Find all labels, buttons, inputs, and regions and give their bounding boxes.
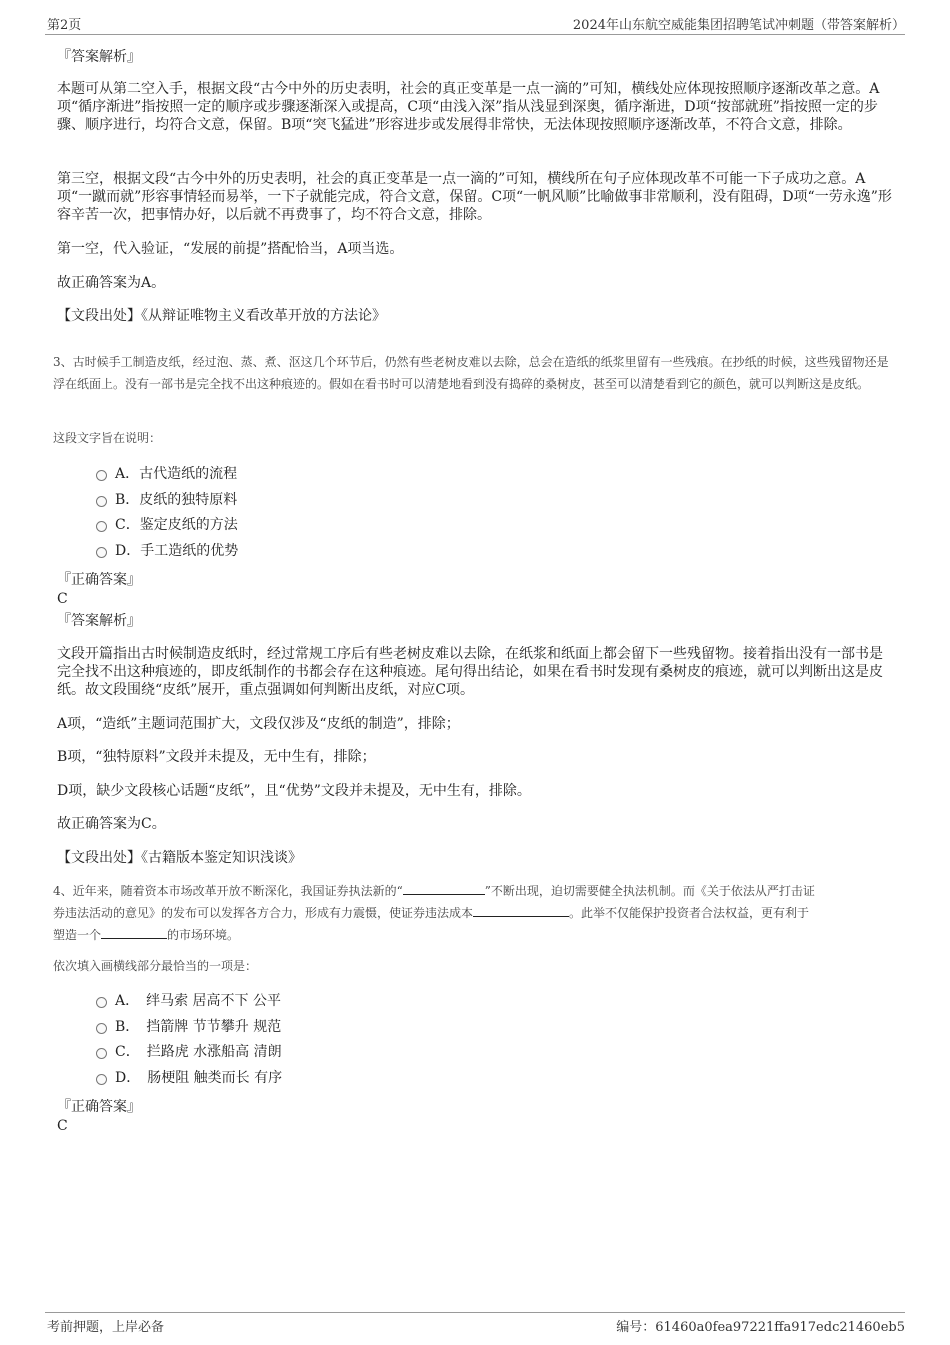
q3-analysis-para5: 故正确答案为C。 [57,816,166,832]
q3-source: 【文段出处】《古籍版本鉴定知识浅谈》 [57,850,302,866]
q3-answer: C [57,591,68,607]
radio-icon[interactable] [96,997,107,1008]
q3-option-a-label: A．古代造纸的流程 [115,466,238,482]
radio-icon[interactable] [96,1023,107,1034]
document-title: 2024年山东航空威能集团招聘笔试冲刺题（带答案解析） [572,18,905,33]
radio-icon[interactable] [96,521,107,532]
q3-option-c[interactable] [96,515,238,535]
page-number: 第2页 [47,18,82,33]
q4-answer-heading: 『正确答案』 [57,1099,141,1115]
prev-analysis-para3: 第一空，代入验证，“发展的前提”搭配恰当，A项当选。 [57,241,404,257]
q3-stem: 3、古时候手工制造皮纸，经过泡、蒸、煮、沤这几个环节后，仍然有些老树皮难以去除，总会在造纸的纸浆里留有一些残痕。在抄纸的时候，这些残留物还是浮在纸面上。没有一部书是完全找不出这种痕迹的。假如在看书时可以清楚地看到没有捣碎的桑树皮，甚至可以清楚看到它的颜色，就可以判断这是皮纸。 [53,355,889,391]
q3-option-d-label: D．手工造纸的优势 [115,543,239,559]
radio-icon[interactable] [96,547,107,558]
q3-analysis-para1: 文段开篇指出古时候制造皮纸时，经过常规工序后有些老树皮难以去除，在纸浆和纸面上都会留下一些残留物。接着指出没有一部书是完全找不出这种痕迹的，即皮纸制作的书都会存在这种痕迹。尾句得出结论，如果在看书时发现有桑树皮的痕迹，就可以判断出这是皮纸。故文段围绕“皮纸”展开，重点强调如何判断出皮纸，对应C项。 [57,646,883,698]
q3-analysis-para4: D项，缺少文段核心话题“皮纸”，且“优势”文段并未提及，无中生有，排除。 [57,783,531,799]
q3-option-d[interactable] [96,541,238,561]
q4-stem-part: 塑造一个 [53,928,102,942]
q3-option-a[interactable] [96,464,237,484]
q4-blank-1 [403,880,485,895]
q3-option-b[interactable] [96,490,237,510]
q4-answer: C [57,1118,68,1134]
prev-analysis-para2: 第三空，根据文段“古今中外的历史表明，社会的真正变革是一点一滴的”可知，横线所在句子应体现改革不可能一下子成功之意。A项“一蹴而就”形容事情轻而易举，一下子就能完成，符合文意，保留。C项“一帆风顺”比喻做事非常顺利，没有阻碍，D项“一劳永逸”形容辛苦一次，把事情办好，以后就不再费事了，均不符合文意，排除。 [57,171,892,223]
q4-stem-part: ”不断出现，迫切需要健全执法机制。而《关于依法从严打击证 [484,884,815,898]
q4-option-b-label: B． 挡箭牌 节节攀升 规范 [115,1019,282,1035]
prev-source: 【文段出处】《从辩证唯物主义看改革开放的方法论》 [57,308,386,324]
q4-stem-part: 的市场环境。 [167,928,240,942]
radio-icon[interactable] [96,1048,107,1059]
q4-stem-part: 券违法活动的意见》的发布可以发挥各方合力，形成有力震慑，使证券违法成本 [53,906,474,920]
document-code: 编号：61460a0fea97221ffa917edc21460eb5 [616,1320,905,1335]
q4-blank-3 [101,924,167,939]
q3-analysis-heading: 『答案解析』 [57,613,141,629]
page-header [45,14,905,35]
radio-icon[interactable] [96,496,107,507]
page-footer [45,1312,905,1333]
q4-stem [53,880,895,946]
q4-option-d-label: D． 肠梗阻 触类而长 有序 [115,1070,283,1086]
q4-option-c-label: C． 拦路虎 水涨船高 清朗 [115,1044,282,1060]
q4-option-c[interactable] [96,1042,282,1062]
q4-option-a[interactable] [96,991,281,1011]
q3-option-c-label: C．鉴定皮纸的方法 [115,517,238,533]
prev-analysis-heading: 『答案解析』 [57,49,141,65]
q4-blank-2 [473,902,569,917]
radio-icon[interactable] [96,470,107,481]
prev-analysis-para1: 本题可从第二空入手，根据文段“古今中外的历史表明，社会的真正变革是一点一滴的”可知，横线处应体现按照顺序逐渐改革之意。A项“循序渐进”指按照一定的顺序或步骤逐渐深入或提高，C项“由浅入深”指从浅显到深奥，循序渐进，D项“按部就班”指按照一定的步骤、顺序进行，均符合文意，保留。B项“突飞猛进”形容进步或发展得非常快，无法体现按照顺序逐渐改革，不符合文意，排除。 [57,81,880,133]
q3-answer-heading: 『正确答案』 [57,572,141,588]
q4-option-b[interactable] [96,1017,281,1037]
q3-option-b-label: B．皮纸的独特原料 [115,492,238,508]
q4-stem-part: 。此举不仅能保护投资者合法权益，更有利于 [569,906,810,920]
q3-prompt: 这段文字旨在说明： [53,431,162,445]
q4-prompt: 依次填入画横线部分最恰当的一项是： [53,959,258,973]
prev-analysis-para4: 故正确答案为A。 [57,275,166,291]
footer-slogan: 考前押题，上岸必备 [47,1320,165,1335]
radio-icon[interactable] [96,1074,107,1085]
q4-option-a-label: A． 绊马索 居高不下 公平 [115,993,282,1009]
q3-analysis-para2: A项，“造纸”主题词范围扩大，文段仅涉及“皮纸的制造”，排除； [57,716,460,732]
q3-analysis-para3: B项，“独特原料”文段并未提及，无中生有，排除； [57,749,376,765]
q4-option-d[interactable] [96,1068,282,1088]
q4-stem-part: 4、近年来，随着资本市场改革开放不断深化，我国证券执法新的“ [53,884,403,898]
